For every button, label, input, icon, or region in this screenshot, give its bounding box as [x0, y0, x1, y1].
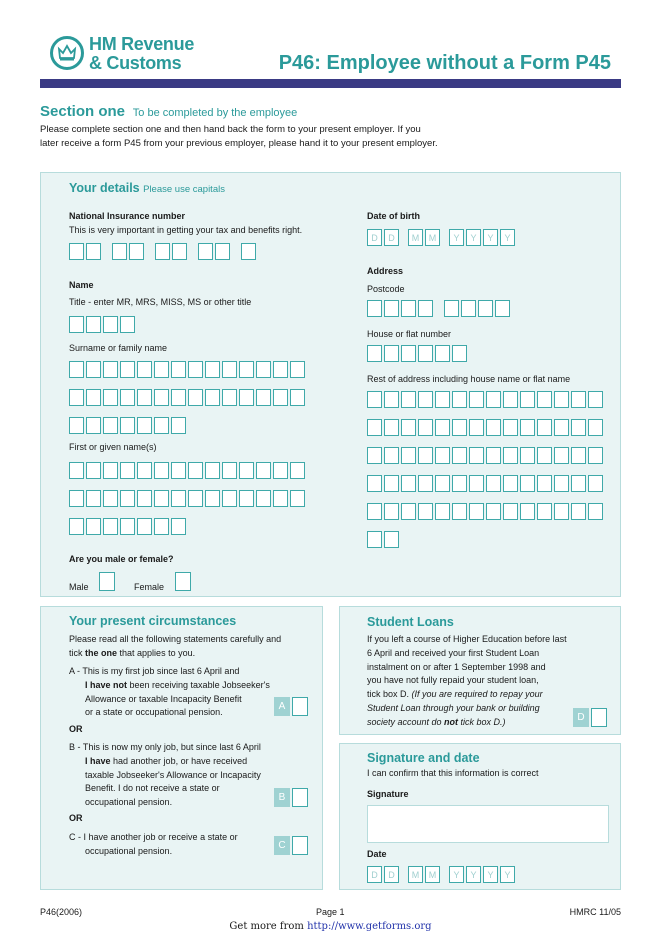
char-box[interactable]	[222, 462, 237, 479]
char-box[interactable]	[155, 243, 170, 260]
char-box[interactable]	[69, 518, 84, 535]
char-box[interactable]	[537, 391, 552, 408]
char-box[interactable]	[452, 475, 467, 492]
char-box[interactable]	[571, 475, 586, 492]
char-box[interactable]	[503, 419, 518, 436]
address-field-row6[interactable]	[367, 531, 401, 548]
char-box[interactable]	[171, 490, 186, 507]
char-box[interactable]	[418, 419, 433, 436]
char-box[interactable]	[154, 417, 169, 434]
address-field-row1[interactable]	[367, 391, 605, 408]
section-one-intro: Please complete section one and then hand back the form to your present employer. If you later receive a form P45 from your previous employer, please hand it to your present employer.	[40, 124, 438, 149]
char-box[interactable]	[367, 419, 382, 436]
student-loans-panel	[339, 606, 621, 735]
option-a-tick[interactable]	[292, 697, 308, 716]
char-box[interactable]	[69, 417, 84, 434]
char-box[interactable]	[384, 345, 399, 362]
char-box[interactable]	[188, 462, 203, 479]
char-box[interactable]	[401, 447, 416, 464]
char-box[interactable]	[418, 447, 433, 464]
char-box[interactable]	[384, 503, 399, 520]
postcode-field[interactable]	[367, 300, 512, 317]
signature-title: Signature and date	[367, 751, 480, 765]
char-box[interactable]	[418, 475, 433, 492]
char-box[interactable]	[222, 389, 237, 406]
char-box[interactable]	[435, 345, 450, 362]
option-c-text: C - I have another job or receive a state or occupational pension.	[69, 832, 238, 856]
date-char-box[interactable]: Y	[449, 866, 464, 883]
date-char-box[interactable]: Y	[483, 866, 498, 883]
surname-field-row2[interactable]	[69, 389, 307, 406]
address-field-row2[interactable]	[367, 419, 605, 436]
char-box[interactable]	[120, 462, 135, 479]
char-box[interactable]	[503, 391, 518, 408]
date-char-box[interactable]: M	[408, 866, 423, 883]
char-box[interactable]	[103, 518, 118, 535]
char-box[interactable]	[239, 490, 254, 507]
ni-help: This is very important in getting your tax and benefits right.	[69, 225, 303, 235]
date-char-box[interactable]: D	[384, 229, 399, 246]
signature-confirm: I can confirm that this information is correct	[367, 768, 539, 778]
hmrc-logo-text: HM Revenue & Customs	[89, 34, 195, 73]
male-checkbox[interactable]	[99, 572, 115, 591]
char-box[interactable]	[537, 447, 552, 464]
char-box[interactable]	[554, 475, 569, 492]
page-number: Page 1	[316, 907, 345, 917]
char-box[interactable]	[120, 389, 135, 406]
char-box[interactable]	[435, 419, 450, 436]
char-box[interactable]	[86, 417, 101, 434]
char-box[interactable]	[69, 243, 84, 260]
student-loans-text: If you left a course of Higher Education before last 6 April and received your first Student Loan instalment on or after 1 September 1998 and you have not fully repaid your student loan, tick box D. (If you are required to repay your Student Loan through your bank or building society account do not tick box D.)	[367, 634, 567, 727]
char-box[interactable]	[205, 490, 220, 507]
char-box[interactable]	[571, 447, 586, 464]
char-box[interactable]	[401, 391, 416, 408]
char-box[interactable]	[367, 475, 382, 492]
option-c-tick[interactable]	[292, 836, 308, 855]
char-box[interactable]	[401, 419, 416, 436]
char-box[interactable]	[222, 490, 237, 507]
char-box[interactable]	[103, 490, 118, 507]
char-box[interactable]	[452, 503, 467, 520]
your-details-panel	[40, 172, 621, 597]
char-box[interactable]	[571, 391, 586, 408]
char-box[interactable]	[435, 447, 450, 464]
section-one-title: Section one	[40, 103, 126, 120]
char-box[interactable]	[367, 503, 382, 520]
char-box[interactable]	[103, 361, 118, 378]
char-box[interactable]	[495, 300, 510, 317]
or-divider: OR	[69, 724, 83, 734]
first-name-label: First or given name(s)	[69, 442, 157, 452]
student-loan-d-checkbox[interactable]	[573, 708, 607, 727]
char-box[interactable]	[129, 243, 144, 260]
char-box[interactable]	[198, 243, 213, 260]
char-box[interactable]	[154, 490, 169, 507]
your-details-title: Your details Please use capitals	[69, 181, 225, 195]
char-box[interactable]	[452, 419, 467, 436]
or-divider: OR	[69, 813, 83, 823]
circumstances-panel	[40, 606, 323, 890]
char-box[interactable]	[435, 503, 450, 520]
char-box[interactable]	[384, 475, 399, 492]
char-box[interactable]	[452, 447, 467, 464]
char-box[interactable]	[469, 419, 484, 436]
char-box[interactable]	[367, 447, 382, 464]
house-number-field[interactable]	[367, 345, 469, 362]
char-box[interactable]	[120, 518, 135, 535]
char-box[interactable]	[171, 361, 186, 378]
char-box[interactable]	[137, 361, 152, 378]
char-box[interactable]	[256, 389, 271, 406]
char-box[interactable]	[554, 391, 569, 408]
char-box[interactable]	[520, 475, 535, 492]
char-box[interactable]	[469, 447, 484, 464]
date-char-box[interactable]: D	[367, 229, 382, 246]
char-box[interactable]	[239, 389, 254, 406]
surname-field-row1[interactable]	[69, 361, 307, 378]
option-b-text: B - This is now my only job, but since last 6 April I have had another job, or have received taxable Jobseeker's Allowance or Incapacity Benefit. I do not receive a state or occupational pension.	[69, 742, 261, 808]
option-a-checkbox[interactable]	[274, 697, 308, 716]
char-box[interactable]	[290, 389, 305, 406]
char-box[interactable]	[571, 503, 586, 520]
title-field[interactable]	[69, 316, 137, 333]
char-box[interactable]	[588, 419, 603, 436]
date-char-box[interactable]: M	[425, 229, 440, 246]
signature-field[interactable]	[367, 805, 609, 843]
char-box[interactable]	[444, 300, 459, 317]
char-box[interactable]	[188, 490, 203, 507]
char-box[interactable]	[537, 419, 552, 436]
char-box[interactable]	[86, 518, 101, 535]
date-char-box[interactable]: M	[425, 866, 440, 883]
char-box[interactable]	[188, 361, 203, 378]
char-box[interactable]	[172, 243, 187, 260]
char-box[interactable]	[239, 462, 254, 479]
first-name-field-row2[interactable]	[69, 490, 307, 507]
char-box[interactable]	[137, 518, 152, 535]
char-box[interactable]	[401, 475, 416, 492]
char-box[interactable]	[69, 389, 84, 406]
char-box[interactable]	[120, 361, 135, 378]
dob-field[interactable]	[367, 229, 517, 246]
char-box[interactable]	[571, 419, 586, 436]
char-box[interactable]	[103, 316, 118, 333]
char-box[interactable]	[384, 447, 399, 464]
char-box[interactable]	[435, 475, 450, 492]
char-box[interactable]	[520, 447, 535, 464]
char-box[interactable]	[588, 447, 603, 464]
char-box[interactable]	[86, 361, 101, 378]
option-b-letter: B	[274, 788, 290, 807]
char-box[interactable]	[103, 417, 118, 434]
char-box[interactable]	[205, 389, 220, 406]
date-char-box[interactable]: Y	[500, 229, 515, 246]
option-a-letter: A	[274, 697, 290, 716]
char-box[interactable]	[256, 361, 271, 378]
char-box[interactable]	[188, 389, 203, 406]
char-box[interactable]	[273, 389, 288, 406]
char-box[interactable]	[384, 419, 399, 436]
char-box[interactable]	[69, 462, 84, 479]
student-loans-title: Student Loans	[367, 615, 454, 629]
date-char-box[interactable]: D	[384, 866, 399, 883]
option-c-letter: C	[274, 836, 290, 855]
signature-date-field[interactable]	[367, 866, 517, 883]
char-box[interactable]	[537, 475, 552, 492]
char-box[interactable]	[469, 475, 484, 492]
date-char-box[interactable]: D	[367, 866, 382, 883]
char-box[interactable]	[520, 419, 535, 436]
char-box[interactable]	[503, 503, 518, 520]
char-box[interactable]	[215, 243, 230, 260]
date-char-box[interactable]: M	[408, 229, 423, 246]
char-box[interactable]	[120, 316, 135, 333]
form-reference: P46(2006)	[40, 907, 83, 917]
char-box[interactable]	[137, 490, 152, 507]
char-box[interactable]	[554, 419, 569, 436]
rest-address-label: Rest of address including house name or flat name	[367, 374, 571, 384]
char-box[interactable]	[273, 361, 288, 378]
char-box[interactable]	[256, 462, 271, 479]
char-box[interactable]	[418, 300, 433, 317]
char-box[interactable]	[554, 503, 569, 520]
char-box[interactable]	[588, 475, 603, 492]
ni-label: National Insurance number	[69, 211, 186, 221]
char-box[interactable]	[205, 462, 220, 479]
char-box[interactable]	[367, 345, 382, 362]
char-box[interactable]	[222, 361, 237, 378]
char-box[interactable]	[486, 391, 501, 408]
char-box[interactable]	[69, 490, 84, 507]
char-box[interactable]	[401, 503, 416, 520]
char-box[interactable]	[461, 300, 476, 317]
char-box[interactable]	[520, 503, 535, 520]
name-label: Name	[69, 280, 94, 290]
signature-label: Signature	[367, 789, 409, 799]
char-box[interactable]	[384, 531, 399, 548]
char-box[interactable]	[86, 316, 101, 333]
section-one-heading	[40, 103, 297, 120]
hmrc-reference: HMRC 11/05	[569, 907, 621, 917]
option-b-tick[interactable]	[292, 788, 308, 807]
char-box[interactable]	[520, 391, 535, 408]
option-a-text: A - This is my first job since last 6 April and I have not been receiving taxable Jobseeker's Allowance or taxable Incapacity Benefit or a state or occupational pension.	[69, 666, 270, 718]
char-box[interactable]	[171, 462, 186, 479]
char-box[interactable]	[69, 316, 84, 333]
char-box[interactable]	[435, 391, 450, 408]
char-box[interactable]	[86, 389, 101, 406]
char-box[interactable]	[418, 345, 433, 362]
char-box[interactable]	[537, 503, 552, 520]
char-box[interactable]	[86, 490, 101, 507]
char-box[interactable]	[503, 447, 518, 464]
char-box[interactable]	[273, 490, 288, 507]
char-box[interactable]	[367, 391, 382, 408]
char-box[interactable]	[486, 503, 501, 520]
char-box[interactable]	[154, 518, 169, 535]
char-box[interactable]	[290, 490, 305, 507]
char-box[interactable]	[469, 503, 484, 520]
char-box[interactable]	[384, 300, 399, 317]
char-box[interactable]	[486, 447, 501, 464]
char-box[interactable]	[469, 391, 484, 408]
char-box[interactable]	[239, 361, 254, 378]
char-box[interactable]	[554, 447, 569, 464]
char-box[interactable]	[120, 490, 135, 507]
char-box[interactable]	[290, 462, 305, 479]
char-box[interactable]	[418, 503, 433, 520]
gender-question: Are you male or female?	[69, 554, 174, 564]
address-field-row5[interactable]	[367, 503, 605, 520]
ni-number-field[interactable]	[69, 243, 258, 260]
date-char-box[interactable]: Y	[466, 229, 481, 246]
circumstances-title: Your present circumstances	[69, 614, 237, 628]
char-box[interactable]	[241, 243, 256, 260]
header-bar	[40, 79, 621, 88]
dob-label: Date of birth	[367, 211, 420, 221]
char-box[interactable]	[205, 361, 220, 378]
first-name-field-row1[interactable]	[69, 462, 307, 479]
date-char-box[interactable]: Y	[466, 866, 481, 883]
option-d-tick[interactable]	[591, 708, 607, 727]
getforms-link[interactable]: http://www.getforms.org	[307, 921, 432, 932]
char-box[interactable]	[171, 417, 186, 434]
date-char-box[interactable]: Y	[449, 229, 464, 246]
char-box[interactable]	[273, 462, 288, 479]
char-box[interactable]	[418, 391, 433, 408]
char-box[interactable]	[588, 391, 603, 408]
postcode-label: Postcode	[367, 284, 405, 294]
char-box[interactable]	[401, 345, 416, 362]
char-box[interactable]	[588, 503, 603, 520]
char-box[interactable]	[154, 361, 169, 378]
male-label: Male	[69, 582, 89, 592]
surname-field-row3[interactable]	[69, 417, 188, 434]
form-title: P46: Employee without a Form P45	[278, 52, 611, 74]
char-box[interactable]	[478, 300, 493, 317]
char-box[interactable]	[171, 518, 186, 535]
first-name-field-row3[interactable]	[69, 518, 188, 535]
char-box[interactable]	[503, 475, 518, 492]
char-box[interactable]	[103, 462, 118, 479]
female-label: Female	[134, 582, 165, 592]
char-box[interactable]	[69, 361, 84, 378]
circumstances-intro: Please read all the following statements carefully and tick the one that applies to you.	[69, 634, 282, 658]
house-number-label: House or flat number	[367, 329, 452, 339]
char-box[interactable]	[401, 300, 416, 317]
option-d-letter: D	[573, 708, 589, 727]
char-box[interactable]	[384, 391, 399, 408]
signature-panel	[339, 743, 621, 890]
char-box[interactable]	[154, 462, 169, 479]
option-c-checkbox[interactable]	[274, 836, 308, 855]
char-box[interactable]	[154, 389, 169, 406]
title-label: Title - enter MR, MRS, MISS, MS or other title	[69, 297, 252, 307]
char-box[interactable]	[367, 531, 382, 548]
getmore-banner: Get more from http://www.getforms.org	[229, 921, 432, 932]
char-box[interactable]	[486, 419, 501, 436]
char-box[interactable]	[290, 361, 305, 378]
section-one-subtitle: To be completed by the employee	[132, 107, 298, 119]
char-box[interactable]	[367, 300, 382, 317]
address-field-row3[interactable]	[367, 447, 605, 464]
address-label: Address	[367, 266, 404, 276]
address-field-row4[interactable]	[367, 475, 605, 492]
char-box[interactable]	[171, 389, 186, 406]
char-box[interactable]	[103, 389, 118, 406]
char-box[interactable]	[256, 490, 271, 507]
char-box[interactable]	[452, 345, 467, 362]
date-char-box[interactable]: Y	[483, 229, 498, 246]
female-checkbox[interactable]	[175, 572, 191, 591]
char-box[interactable]	[86, 243, 101, 260]
date-char-box[interactable]: Y	[500, 866, 515, 883]
char-box[interactable]	[112, 243, 127, 260]
char-box[interactable]	[137, 417, 152, 434]
date-label: Date	[367, 849, 387, 859]
hmrc-crest-icon	[50, 36, 84, 70]
char-box[interactable]	[137, 462, 152, 479]
char-box[interactable]	[486, 475, 501, 492]
char-box[interactable]	[137, 389, 152, 406]
char-box[interactable]	[452, 391, 467, 408]
surname-label: Surname or family name	[69, 343, 168, 353]
char-box[interactable]	[120, 417, 135, 434]
option-b-checkbox[interactable]	[274, 788, 308, 807]
char-box[interactable]	[86, 462, 101, 479]
